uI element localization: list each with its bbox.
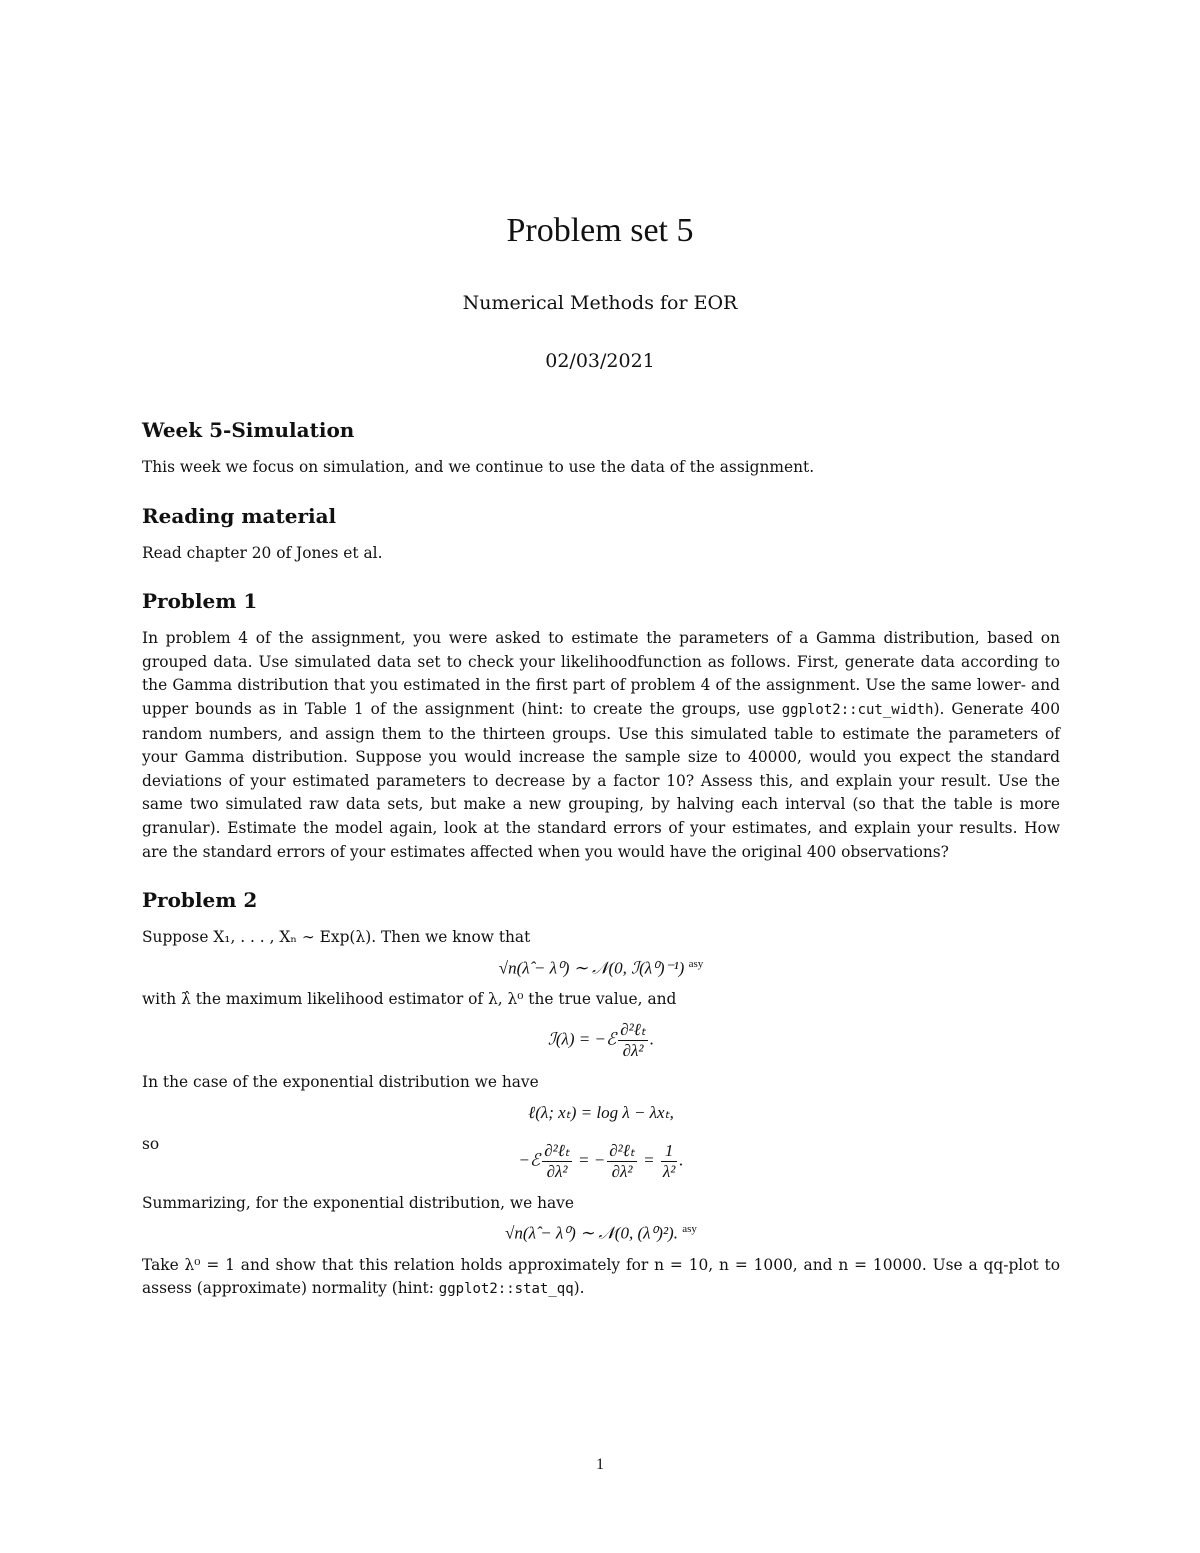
equation-asymptotic-text: √n(λ̂ − λ⁰) ∼ 𝒩(0, ℐ(λ⁰)⁻¹) (498, 958, 685, 978)
problem-2-intro: Suppose X₁, . . . , Xₙ ∼ Exp(λ). Then we know that (142, 928, 531, 947)
page-title: Problem set 5 (506, 212, 694, 249)
eq4-c: = (643, 1149, 655, 1169)
section-week (142, 418, 1060, 480)
eq4-fraction-2 (607, 1141, 637, 1182)
page-number: 1 (596, 1456, 604, 1473)
equation-asy-label: asy (688, 957, 704, 970)
section-reading (142, 504, 1060, 566)
section-text-reading: Read chapter 20 of Jones et al. (142, 543, 383, 562)
take-text-a: Take λ⁰ = 1 and show that this relation holds approximately for n = 10, n = 1000, and n = 10000. Use a qq-plot to assess (approximate) normality (hint: (142, 1255, 1060, 1298)
problem-1-text-a: In problem 4 of the assignment, you were asked to estimate the parameters of a Gamma distribution, based on grouped data. Use simulated data set to check your likelihoodfunction as follows. First, generate data according to the Gamma distribution that you estimated in the first part of problem 4 of the assignment. Use the same lower- and upper bounds as in Table 1 of the assignment (hint: to create the groups, use (142, 629, 1060, 718)
section-heading-problem-2: Problem 2 (142, 888, 258, 913)
eq4-fraction-1 (542, 1141, 572, 1182)
eq4-denominator-2: ∂λ² (611, 1161, 633, 1181)
section-heading-problem-1: Problem 1 (142, 589, 258, 614)
equation-exp-asy-label: asy (682, 1223, 697, 1236)
eq2-lhs: ℐ(λ) = −ℰ (547, 1029, 617, 1049)
equation-information-exp (142, 1141, 1060, 1182)
eq4-b: = − (578, 1149, 606, 1169)
problem-2-take-text (142, 1254, 1060, 1302)
eq2-end: . (649, 1029, 655, 1049)
eq4-numerator-2: ∂²ℓₜ (609, 1140, 635, 1160)
eq4-numerator-3: 1 (661, 1141, 677, 1162)
eq4-denominator-3: λ² (662, 1161, 676, 1181)
take-text-b: ). (573, 1279, 585, 1298)
eq2-fraction (618, 1020, 648, 1061)
problem-1-text (142, 627, 1060, 864)
problem-2-so: so (142, 1134, 160, 1153)
eq4-denominator-1: ∂λ² (546, 1161, 568, 1181)
section-text-week: This week we focus on simulation, and we continue to use the data of the assignment. (142, 458, 815, 476)
eq2-denominator: ∂λ² (622, 1040, 644, 1060)
section-heading-reading: Reading material (142, 503, 337, 528)
equation-exp-asymptotic-text: √n(λ̂ − λ⁰) ∼ 𝒩(0, (λ⁰)²). (505, 1223, 678, 1243)
equation-exp-asymptotic (142, 1223, 1060, 1244)
document-date: 02/03/2021 (545, 350, 655, 372)
take-code: ggplot2::stat_qq (438, 1281, 574, 1298)
document-body (142, 418, 1060, 1326)
equation-fisher-information (142, 1020, 1060, 1061)
course-subtitle: Numerical Methods for EOR (462, 292, 738, 314)
section-problem-2 (142, 888, 1060, 1302)
equation-loglik (142, 1103, 1060, 1123)
equation-loglik-text: ℓ(λ; xₜ) = log λ − λxₜ, (528, 1102, 674, 1122)
problem-2-with-text: with λ̂ the maximum likelihood estimator of λ, λ⁰ the true value, and (142, 990, 677, 1009)
eq4-numerator-1: ∂²ℓₜ (544, 1140, 570, 1160)
section-heading-week: Week 5-Simulation (142, 418, 355, 442)
problem-1-text-b: ). Generate 400 random numbers, and assign them to the thirteen groups. Use this simulated table to estimate the parameters of your Gamma distribution. Suppose you would increase the sample size to 40000, would you expect the standard deviations of your estimated parameters to decrease by a factor 10? Assess this, and explain your result. Use the same two simulated raw data sets, but make a new grouping, by halving each interval (so that the table is more granular). Estimate the model again, look at the standard errors of your estimates, and explain your results. How are the standard errors of your estimates affected when you would have the original 400 observations? (142, 699, 1060, 861)
eq4-a: −ℰ (518, 1149, 541, 1169)
problem-2-summary-text: Summarizing, for the exponential distribution, we have (142, 1193, 574, 1212)
equation-asymptotic (142, 958, 1060, 979)
eq2-numerator: ∂²ℓₜ (620, 1019, 646, 1039)
section-problem-1 (142, 589, 1060, 864)
eq4-end: . (679, 1149, 684, 1169)
eq4-fraction-3 (661, 1141, 677, 1182)
problem-1-code: ggplot2::cut_width (781, 701, 934, 718)
problem-2-exp-text: In the case of the exponential distribution we have (142, 1072, 539, 1091)
